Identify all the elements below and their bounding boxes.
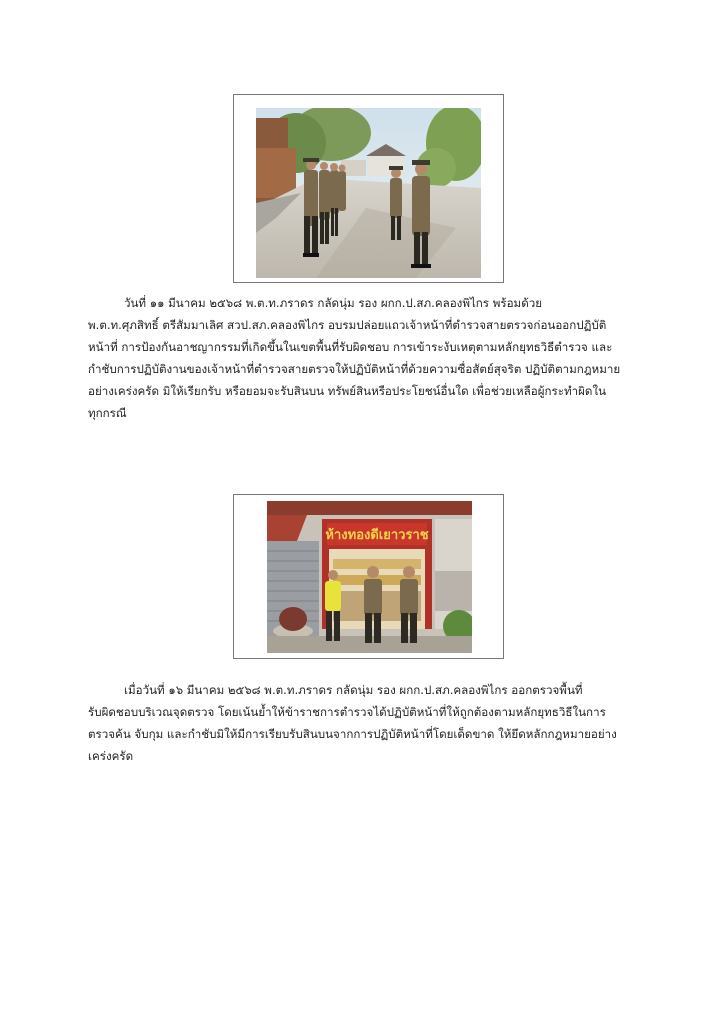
paragraph-1-line: กำชับการปฏิบัติงานของเจ้าหน้าที่ตำรวจสายตรวจให้ปฏิบัติหน้าที่ด้วยความซื่อสัตย์สุจริต ปฏิบัติตามกฎหมาย xyxy=(88,362,621,376)
paragraph-1-line: หน้าที่ การป้องกันอาชญากรรมที่เกิดขึ้นในเขตพื้นที่รับผิดชอบ การเข้าระงับเหตุตามหลักยุทธวิธีตำรวจ และ xyxy=(88,340,613,354)
gold-shop-illustration xyxy=(267,501,472,653)
paragraph-2-line: ตรวจค้น จับกุม และกำชับมิให้มีการเรียบรับสินบนจากการปฏิบัติหน้าที่โดยเด็ดขาด ให้ยึดหลักกฎหมายอย่าง xyxy=(88,727,617,741)
paragraph-1 xyxy=(88,292,640,424)
officers-lineup-photo xyxy=(256,108,481,278)
photo-frame-2 xyxy=(233,494,504,659)
paragraph-1-line: วันที่ ๑๑ มีนาคม ๒๕๖๘ พ.ต.ท.ภราดร กลัดนุ่ม รอง ผกก.ป.สภ.คลองพิไกร พร้อมด้วย xyxy=(124,296,543,310)
photo-frame-1 xyxy=(233,94,504,283)
officers-lineup-illustration xyxy=(256,108,481,278)
paragraph-2-line: เมื่อวันที่ ๑๖ มีนาคม ๒๕๖๘ พ.ต.ท.ภราดร กลัดนุ่ม รอง ผกก.ป.สภ.คลองพิไกร ออกตรวจพื้นที่ xyxy=(124,683,583,697)
paragraph-1-line: ทุกกรณี xyxy=(88,406,127,420)
shop-sign-text: ห้างทองดีเยาวราช xyxy=(325,528,429,543)
paragraph-1-line: อย่างเคร่งครัด มิให้เรียกรับ หรือยอมจะรับสินบน ทรัพย์สินหรือประโยชน์อื่นใด เพื่อช่วยเหลือผู้กระทำผิดใน xyxy=(88,384,607,398)
gold-shop-photo xyxy=(267,501,472,653)
paragraph-2-line: รับผิดชอบบริเวณจุดตรวจ โดยเน้นย้ำให้ข้าราชการตำรวจได้ปฏิบัติหน้าที่ให้ถูกต้องตามหลักยุทธวิธีในการ xyxy=(88,705,606,719)
paragraph-1-line: พ.ต.ท.ศุภสิทธิ์ ตรีสัมมาเลิศ สวป.สภ.คลองพิไกร อบรมปล่อยแถวเจ้าหน้าที่ตำรวจสายตรวจก่อนออกปฏิบัติ xyxy=(88,318,607,332)
paragraph-2-line: เคร่งครัด xyxy=(88,749,134,763)
paragraph-2 xyxy=(88,679,640,767)
